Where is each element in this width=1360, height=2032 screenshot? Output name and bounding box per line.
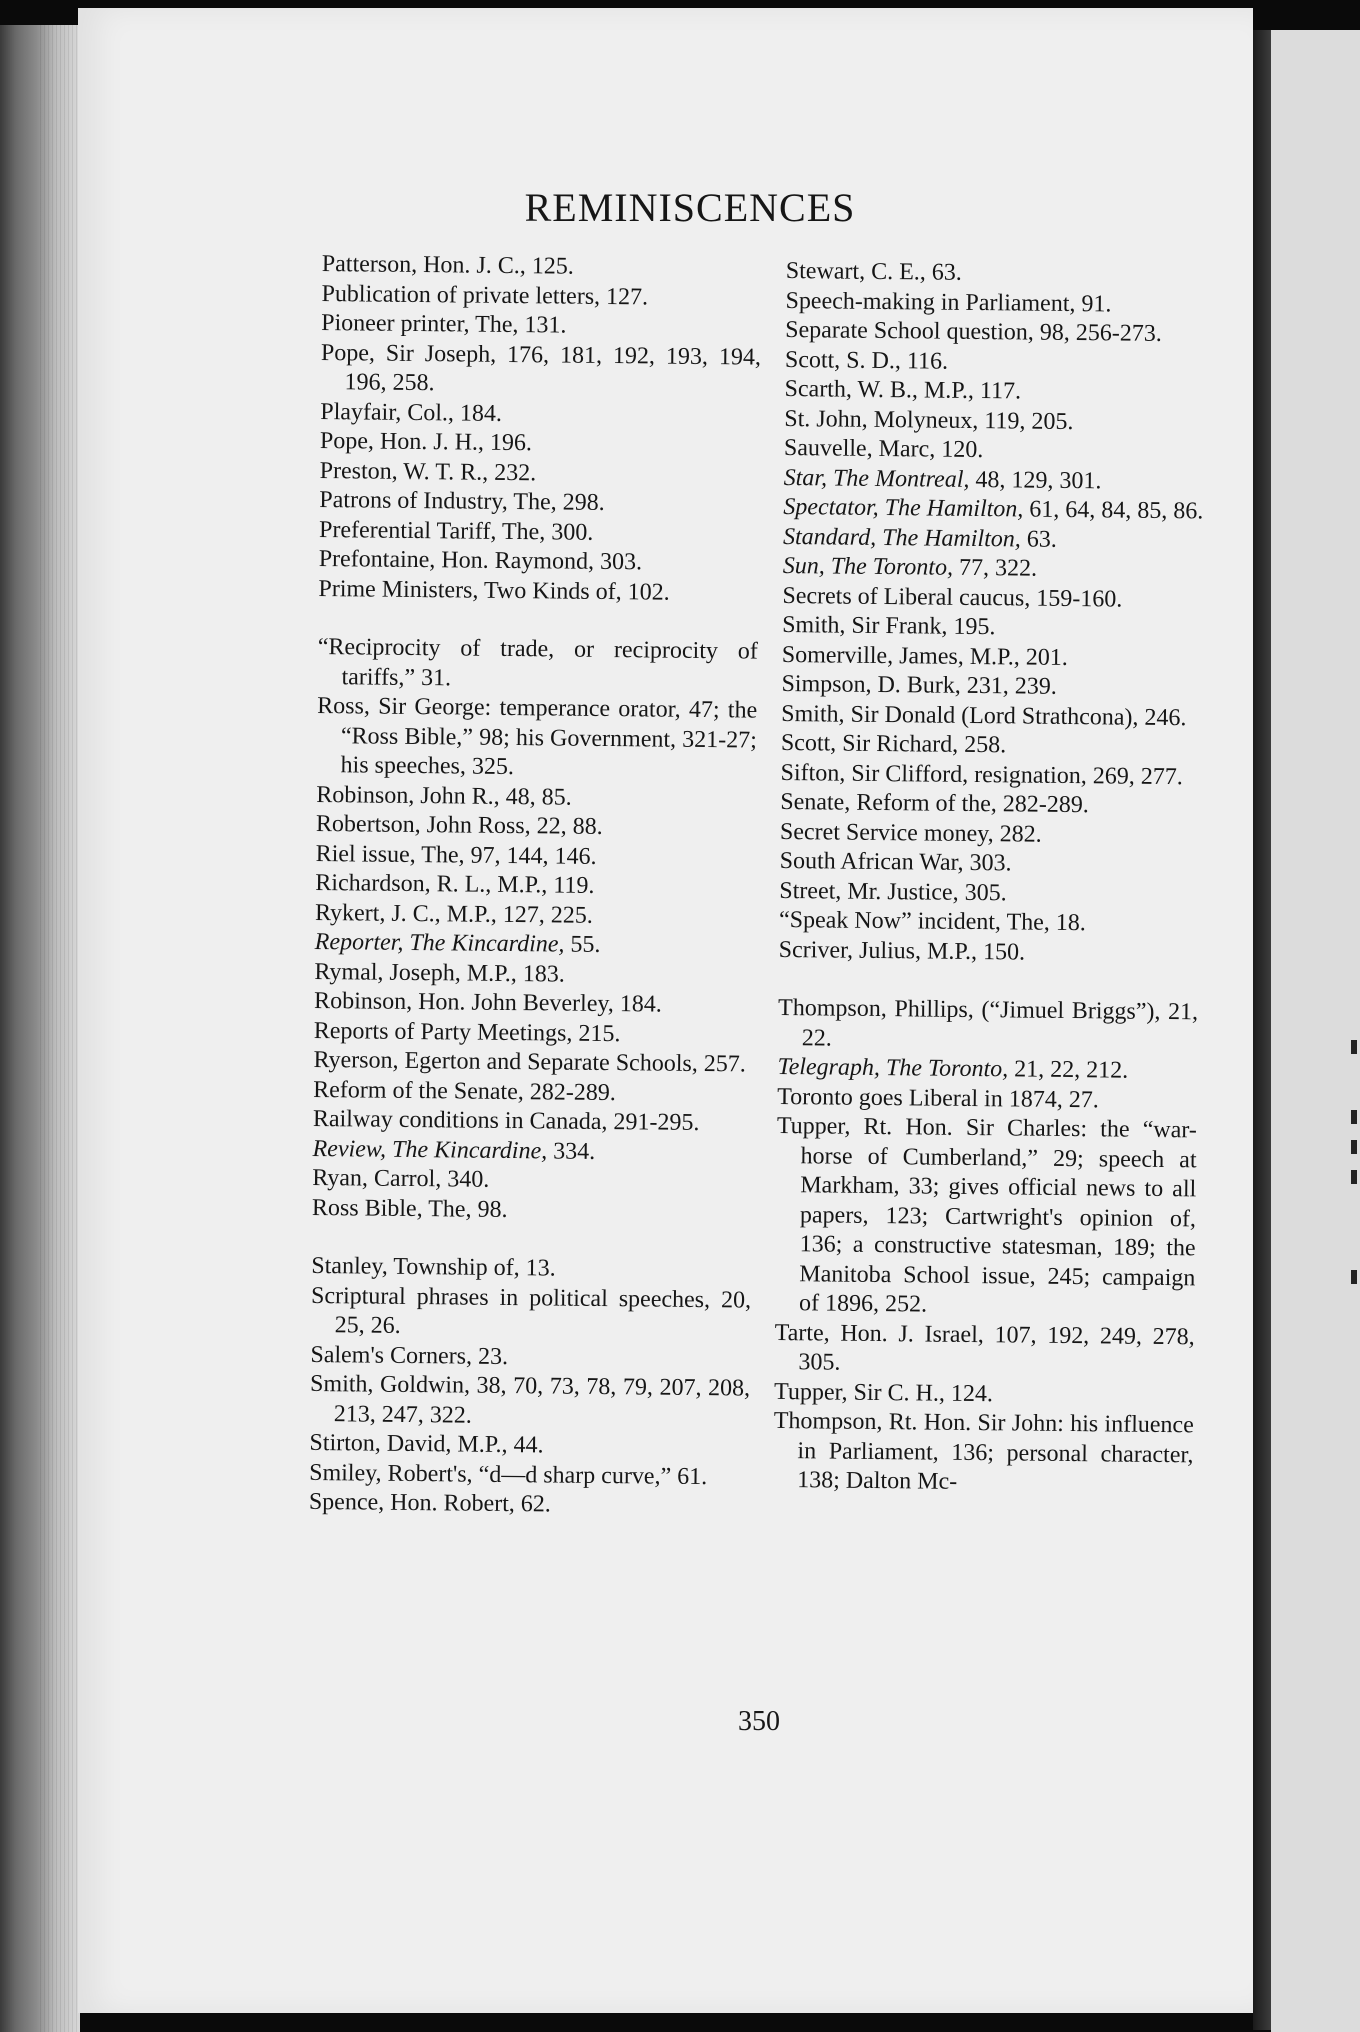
index-entry [774,1318,1195,1381]
entry-text: Separate School question, 98, 256-273. [785,316,1162,347]
index-column-left [309,250,762,1522]
entry-text: Robertson, John Ross, 22, 88. [315,810,603,840]
index-entry [780,788,1200,822]
index-entry [783,493,1203,527]
index-entry [311,1252,751,1286]
entry-text: Ross, Sir George: temperance orator, 47; the “Ross Bible,” 98; his Government, 321-27; his speeches, 325. [317,692,758,781]
index-entry [780,817,1200,851]
index-entry [309,1429,749,1463]
entry-text: 63. [1020,525,1057,553]
entry-text: St. John, Molyneux, 119, 205. [784,405,1074,435]
entry-text: Thompson, Rt. Hon. Sir John: his influence in Parliament, 136; personal character, 138; Dalton Mc- [773,1407,1194,1495]
entry-text: Pope, Hon. J. H., 196. [319,427,533,457]
entry-text: Simpson, D. Burk, 231, 239. [781,670,1058,700]
entry-text: Stewart, C. E., 63. [785,257,962,286]
index-entry [778,994,1199,1057]
facing-page-ink-mark [1351,1270,1357,1284]
index-entry [780,847,1200,881]
entry-text: Sifton, Sir Clifford, resignation, 269, 277. [780,759,1183,790]
entry-text: Smith, Goldwin, 38, 70, 73, 78, 79, 207, 208, 213, 247, 322. [309,1370,751,1429]
index-entry [313,1075,753,1109]
index-entry [782,611,1202,645]
index-entry [775,1112,1197,1323]
index-entry [780,758,1200,792]
index-entry [310,1340,750,1374]
entry-text: Rykert, J. C., M.P., 127, 225. [314,899,593,929]
index-entry [313,1046,753,1080]
entry-text: Tupper, Rt. Hon. Sir Charles: the “war-horse of Cumberland,” 29; speech at Markham, 33; gives official news to all papers, 123; Cartwright's opinion of, 136; a constructive statesman, 189; the Manitoba School issue, 245; campaign of 1896, 252. [776,1112,1198,1318]
index-entry [785,345,1205,379]
index-entry [779,935,1199,969]
index-entry [318,574,758,608]
entry-text: Pope, Sir Joseph, 176, 181, 192, 193, 194, 196, 258. [320,339,762,397]
entry-text: “Reciprocity of trade, or reciprocity of tariffs,” 31. [317,633,758,691]
entry-text: Prime Ministers, Two Kinds of, 102. [318,575,670,606]
entry-text: Stirton, David, M.P., 44. [309,1429,544,1459]
entry-text: 48, 129, 301. [969,466,1102,494]
entry-text: Playfair, Col., 184. [320,398,503,427]
index-entry [783,552,1203,586]
index-entry [315,928,755,962]
index-entry [322,250,762,284]
index-entry [315,898,755,932]
entry-text: “Speak Now” incident, The, 18. [778,906,1086,937]
index-entry [779,876,1199,910]
index-entry [784,404,1204,438]
entry-text: Ross Bible, The, 98. [311,1194,508,1223]
index-entry [320,397,760,431]
index-entry [786,257,1206,291]
entry-text: Richardson, R. L., M.P., 119. [315,869,595,899]
entry-text: Riel issue, The, 97, 144, 146. [315,840,597,870]
entry-text: Senate, Reform of the, 282-289. [780,788,1090,819]
entry-text: Toronto goes Liberal in 1874, 27. [777,1083,1099,1113]
index-entry [312,1164,752,1198]
entry-text: Tarte, Hon. J. Israel, 107, 192, 249, 278, 305. [774,1319,1195,1376]
index-entry [314,1016,754,1050]
index-entry [320,338,761,402]
index-entry [316,810,756,844]
entry-italic-title: Reporter, The Kincardine, [314,928,565,958]
entry-text: Street, Mr. Justice, 305. [779,877,1007,906]
index-entry [785,316,1205,350]
entry-text: Spence, Hon. Robert, 62. [308,1488,551,1518]
index-entry [309,1458,749,1492]
gutter-shadow [1253,30,1271,2030]
index-entry [782,640,1202,674]
index-entry [317,633,758,697]
page-number: 350 [738,1706,780,1737]
index-entry [311,1281,752,1345]
entry-text: Somerville, James, M.P., 201. [781,641,1068,671]
entry-italic-title: Spectator, The Hamilton, [783,493,1024,523]
entry-text: 55. [564,931,601,958]
entry-italic-title: Standard, The Hamilton, [782,523,1021,552]
entry-text: Patterson, Hon. J. C., 125. [321,250,574,280]
entry-text: Ryerson, Egerton and Separate Schools, 257. [313,1046,746,1078]
running-head: REMINISCENCES [524,185,856,230]
index-entry [783,522,1203,556]
index-entry [321,279,761,313]
entry-text: Publication of private letters, 127. [321,280,649,310]
index-entry [321,309,761,343]
entry-text: Prefontaine, Hon. Raymond, 303. [318,545,643,576]
entry-text: Pioneer printer, The, 131. [321,309,567,339]
index-entry [777,1053,1197,1087]
facing-page-ink-mark [1351,1110,1357,1124]
index-entry [785,286,1205,320]
index-entry [320,427,760,461]
index-entry [781,670,1201,704]
entry-italic-title: Review, The Kincardine, [312,1135,548,1164]
entry-text: 77, 322. [952,554,1038,582]
entry-text: Preferential Tariff, The, 300. [318,516,594,546]
entry-text: Preston, W. T. R., 232. [319,457,537,486]
index-entry [784,375,1204,409]
index-entry [309,1488,749,1522]
entry-text: Robinson, Hon. John Beverley, 184. [313,987,663,1018]
entry-text: Reports of Party Meetings, 215. [313,1017,621,1047]
entry-text: Scriver, Julius, M.P., 150. [778,936,1026,966]
index-entry [316,780,756,814]
entry-text: Secrets of Liberal caucus, 159-160. [782,582,1123,613]
entry-text: Robinson, John R., 48, 85. [316,781,572,811]
entry-text: Salem's Corners, 23. [310,1341,509,1370]
entry-text: Thompson, Phillips, (“Jimuel Briggs”), 21, 22. [777,994,1199,1052]
index-entry [315,869,755,903]
index-entry [774,1377,1194,1411]
index-entry [782,581,1202,615]
entry-text: Smith, Sir Donald (Lord Strathcona), 246. [781,700,1187,731]
index-entry [316,692,757,785]
entry-text: Rymal, Joseph, M.P., 183. [314,958,565,988]
index-entry [777,1082,1197,1116]
entry-text: Speech-making in Parliament, 91. [785,287,1112,317]
entry-text: 334. [547,1137,596,1165]
facing-page-edge [1271,30,1360,2032]
entry-text: Smith, Sir Frank, 195. [782,611,996,641]
entry-text: Reform of the Senate, 282-289. [313,1076,616,1106]
index-entry [779,906,1199,940]
index-entry [312,1134,752,1168]
index-entry [319,515,759,549]
entry-text: 21, 22, 212. [1008,1056,1129,1084]
index-column-right [773,257,1206,1500]
index-entry [319,486,759,520]
index-entry [314,987,754,1021]
facing-page-ink-mark [1351,1140,1357,1154]
entry-text: Tupper, Sir C. H., 124. [773,1378,994,1407]
entry-italic-title: Sun, The Toronto, [782,552,954,581]
index-entry [312,1193,752,1227]
page-stack-edge [0,25,80,2032]
index-entry [313,1105,753,1139]
entry-text: Stanley, Township of, 13. [311,1252,556,1282]
entry-text: Scarth, W. B., M.P., 117. [784,375,1022,405]
facing-page-ink-mark [1351,1040,1357,1054]
index-entry [781,699,1201,733]
entry-text: Scott, Sir Richard, 258. [780,729,1007,759]
facing-page-ink-mark [1351,1170,1357,1184]
entry-text: Scriptural phrases in political speeches, 20, 25, 26. [310,1282,752,1339]
entry-text: South African War, 303. [779,847,1012,877]
entry-italic-title: Star, The Montreal, [783,464,970,493]
index-entry [784,434,1204,468]
index-entry [773,1407,1194,1500]
entry-text: Smiley, Robert's, “d—d sharp curve,” 61. [309,1459,708,1490]
index-entry [320,456,760,490]
entry-text: Sauvelle, Marc, 120. [783,434,984,464]
index-entry [316,839,756,873]
index-entry [319,545,759,579]
entry-text: Ryan, Carrol, 340. [312,1164,490,1193]
entry-text: 61, 64, 84, 85, 86. [1023,496,1204,525]
entry-text: Railway conditions in Canada, 291-295. [312,1105,700,1137]
index-entry [314,957,754,991]
entry-text: Patrons of Industry, The, 298. [319,486,605,516]
entry-text: Secret Service money, 282. [779,818,1042,848]
index-entry [310,1370,751,1434]
entry-text: Scott, S. D., 116. [784,346,949,375]
index-entry [781,729,1201,763]
entry-italic-title: Telegraph, The Toronto, [777,1053,1009,1083]
index-entry [784,463,1204,497]
